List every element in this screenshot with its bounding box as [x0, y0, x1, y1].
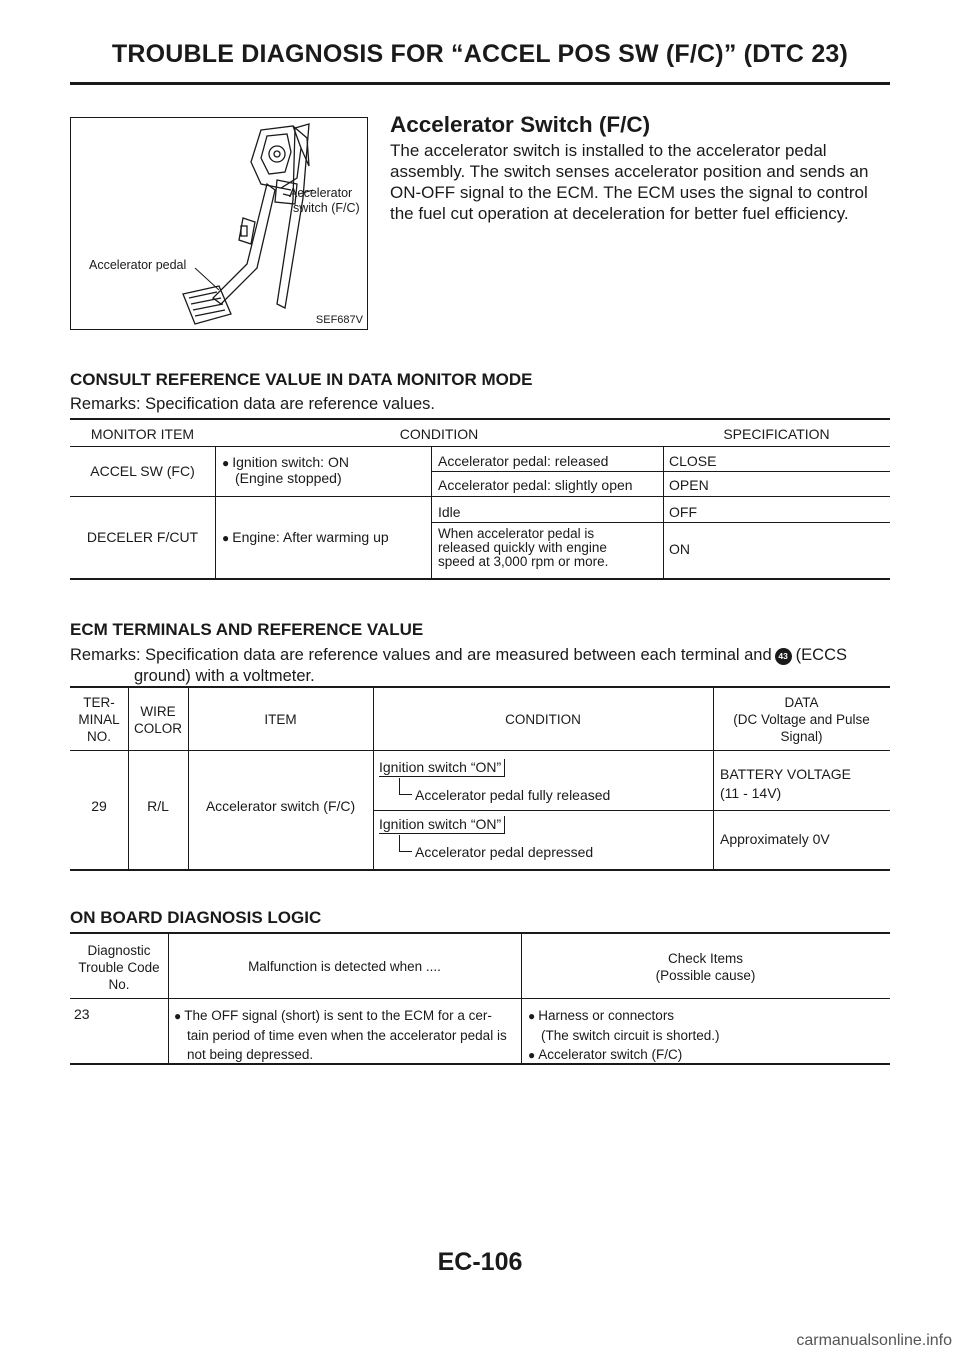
page-title: TROUBLE DIAGNOSIS FOR “ACCEL POS SW (F/C)” (DTC 23) [111, 40, 849, 68]
data-approx-0v: Approximately 0V [720, 831, 830, 847]
figure-code: SEF687V [315, 314, 363, 326]
condition-ignition-on-2: Ignition switch “ON” [379, 816, 505, 834]
header-specification: SPECIFICATION [723, 426, 830, 442]
accelerator-switch-figure [70, 117, 368, 330]
spec-off: OFF [669, 504, 697, 520]
check-items-list: ● Harness or connectors (The switch circuit is shorted.) ● Accelerator switch (F/C) [528, 1008, 720, 1062]
condition-pedal-released: Accelerator pedal fully released [415, 787, 611, 803]
header-wire-color: WIRE COLOR [133, 704, 182, 736]
obd-section-title: ON BOARD DIAGNOSIS LOGIC [70, 908, 322, 927]
terminal-number: 29 [91, 798, 107, 814]
spec-on: ON [669, 541, 690, 557]
figure-label-switch: Accelerator switch (F/C) [289, 186, 360, 215]
header-malfunction: Malfunction is detected when .... [248, 959, 441, 974]
ground-terminal-badge: 43 [775, 648, 792, 665]
wire-color: R/L [147, 798, 169, 814]
spec-close: CLOSE [669, 453, 717, 469]
header-rule [70, 82, 890, 85]
header-condition: CONDITION [505, 712, 581, 727]
section-heading: Accelerator Switch (F/C) [390, 112, 651, 137]
ecm-remarks: Remarks: Specification data are reference values and are measured between each terminal and 43 (ECCS [70, 646, 847, 664]
figure-label-pedal: Accelerator pedal [89, 258, 187, 272]
ecm-section-title: ECM TERMINALS AND REFERENCE VALUE [70, 620, 424, 639]
consult-section-title: CONSULT REFERENCE VALUE IN DATA MONITOR MODE [70, 370, 533, 389]
monitor-item-accel-sw: ACCEL SW (FC) [90, 463, 195, 479]
consult-remarks: Remarks: Specification data are reference values. [70, 395, 436, 413]
malfunction-description: ● The OFF signal (short) is sent to the ECM for a cer- tain period of time even when the accelerator pedal is not being depressed. [174, 1008, 507, 1062]
monitor-item-deceler: DECELER F/CUT [86, 529, 199, 545]
page-number: EC-106 [437, 1248, 523, 1276]
state-quick-release: When accelerator pedal is released quickly with engine speed at 3,000 rpm or more. [438, 526, 609, 569]
state-released: Accelerator pedal: released [438, 453, 609, 469]
pedal-illustration [71, 118, 367, 329]
header-check-items: Check Items (Possible cause) [655, 951, 756, 983]
condition-ignition-on-1: Ignition switch “ON” [379, 759, 505, 777]
ecm-remarks-line-2: ground) with a voltmeter. [134, 667, 315, 685]
condition-warming-up: ● Engine: After warming up [222, 529, 389, 545]
header-terminal-no: TER- MINAL NO. [78, 695, 120, 744]
item-accelerator-switch: Accelerator switch (F/C) [205, 798, 356, 814]
intro-paragraph: The accelerator switch is installed to the accelerator pedal assembly. The switch senses accelerator position and sends an ON-OFF signal to the ECM. The ECM uses the signal to control the fuel cut operation at deceleration for better fuel efficiency. [390, 141, 869, 223]
consult-table [70, 418, 890, 580]
state-slightly-open: Accelerator pedal: slightly open [438, 477, 633, 493]
obd-logic-table [70, 932, 890, 1065]
condition-pedal-depressed: Accelerator pedal depressed [415, 844, 594, 860]
header-item: ITEM [264, 712, 297, 727]
header-monitor-item: MONITOR ITEM [90, 426, 195, 442]
dtc-number: 23 [74, 1006, 90, 1022]
data-battery-voltage: BATTERY VOLTAGE (11 - 14V) [720, 766, 851, 801]
ecm-terminals-table [70, 686, 890, 871]
condition-ignition-on: ● Ignition switch: ON (Engine stopped) [222, 454, 349, 486]
header-condition: CONDITION [399, 426, 479, 442]
state-idle: Idle [438, 504, 461, 520]
watermark: carmanualsonline.info [796, 1332, 952, 1349]
header-dtc: Diagnostic Trouble Code No. [78, 943, 160, 992]
header-data: DATA (DC Voltage and Pulse Signal) [733, 695, 870, 744]
spec-open: OPEN [669, 477, 709, 493]
